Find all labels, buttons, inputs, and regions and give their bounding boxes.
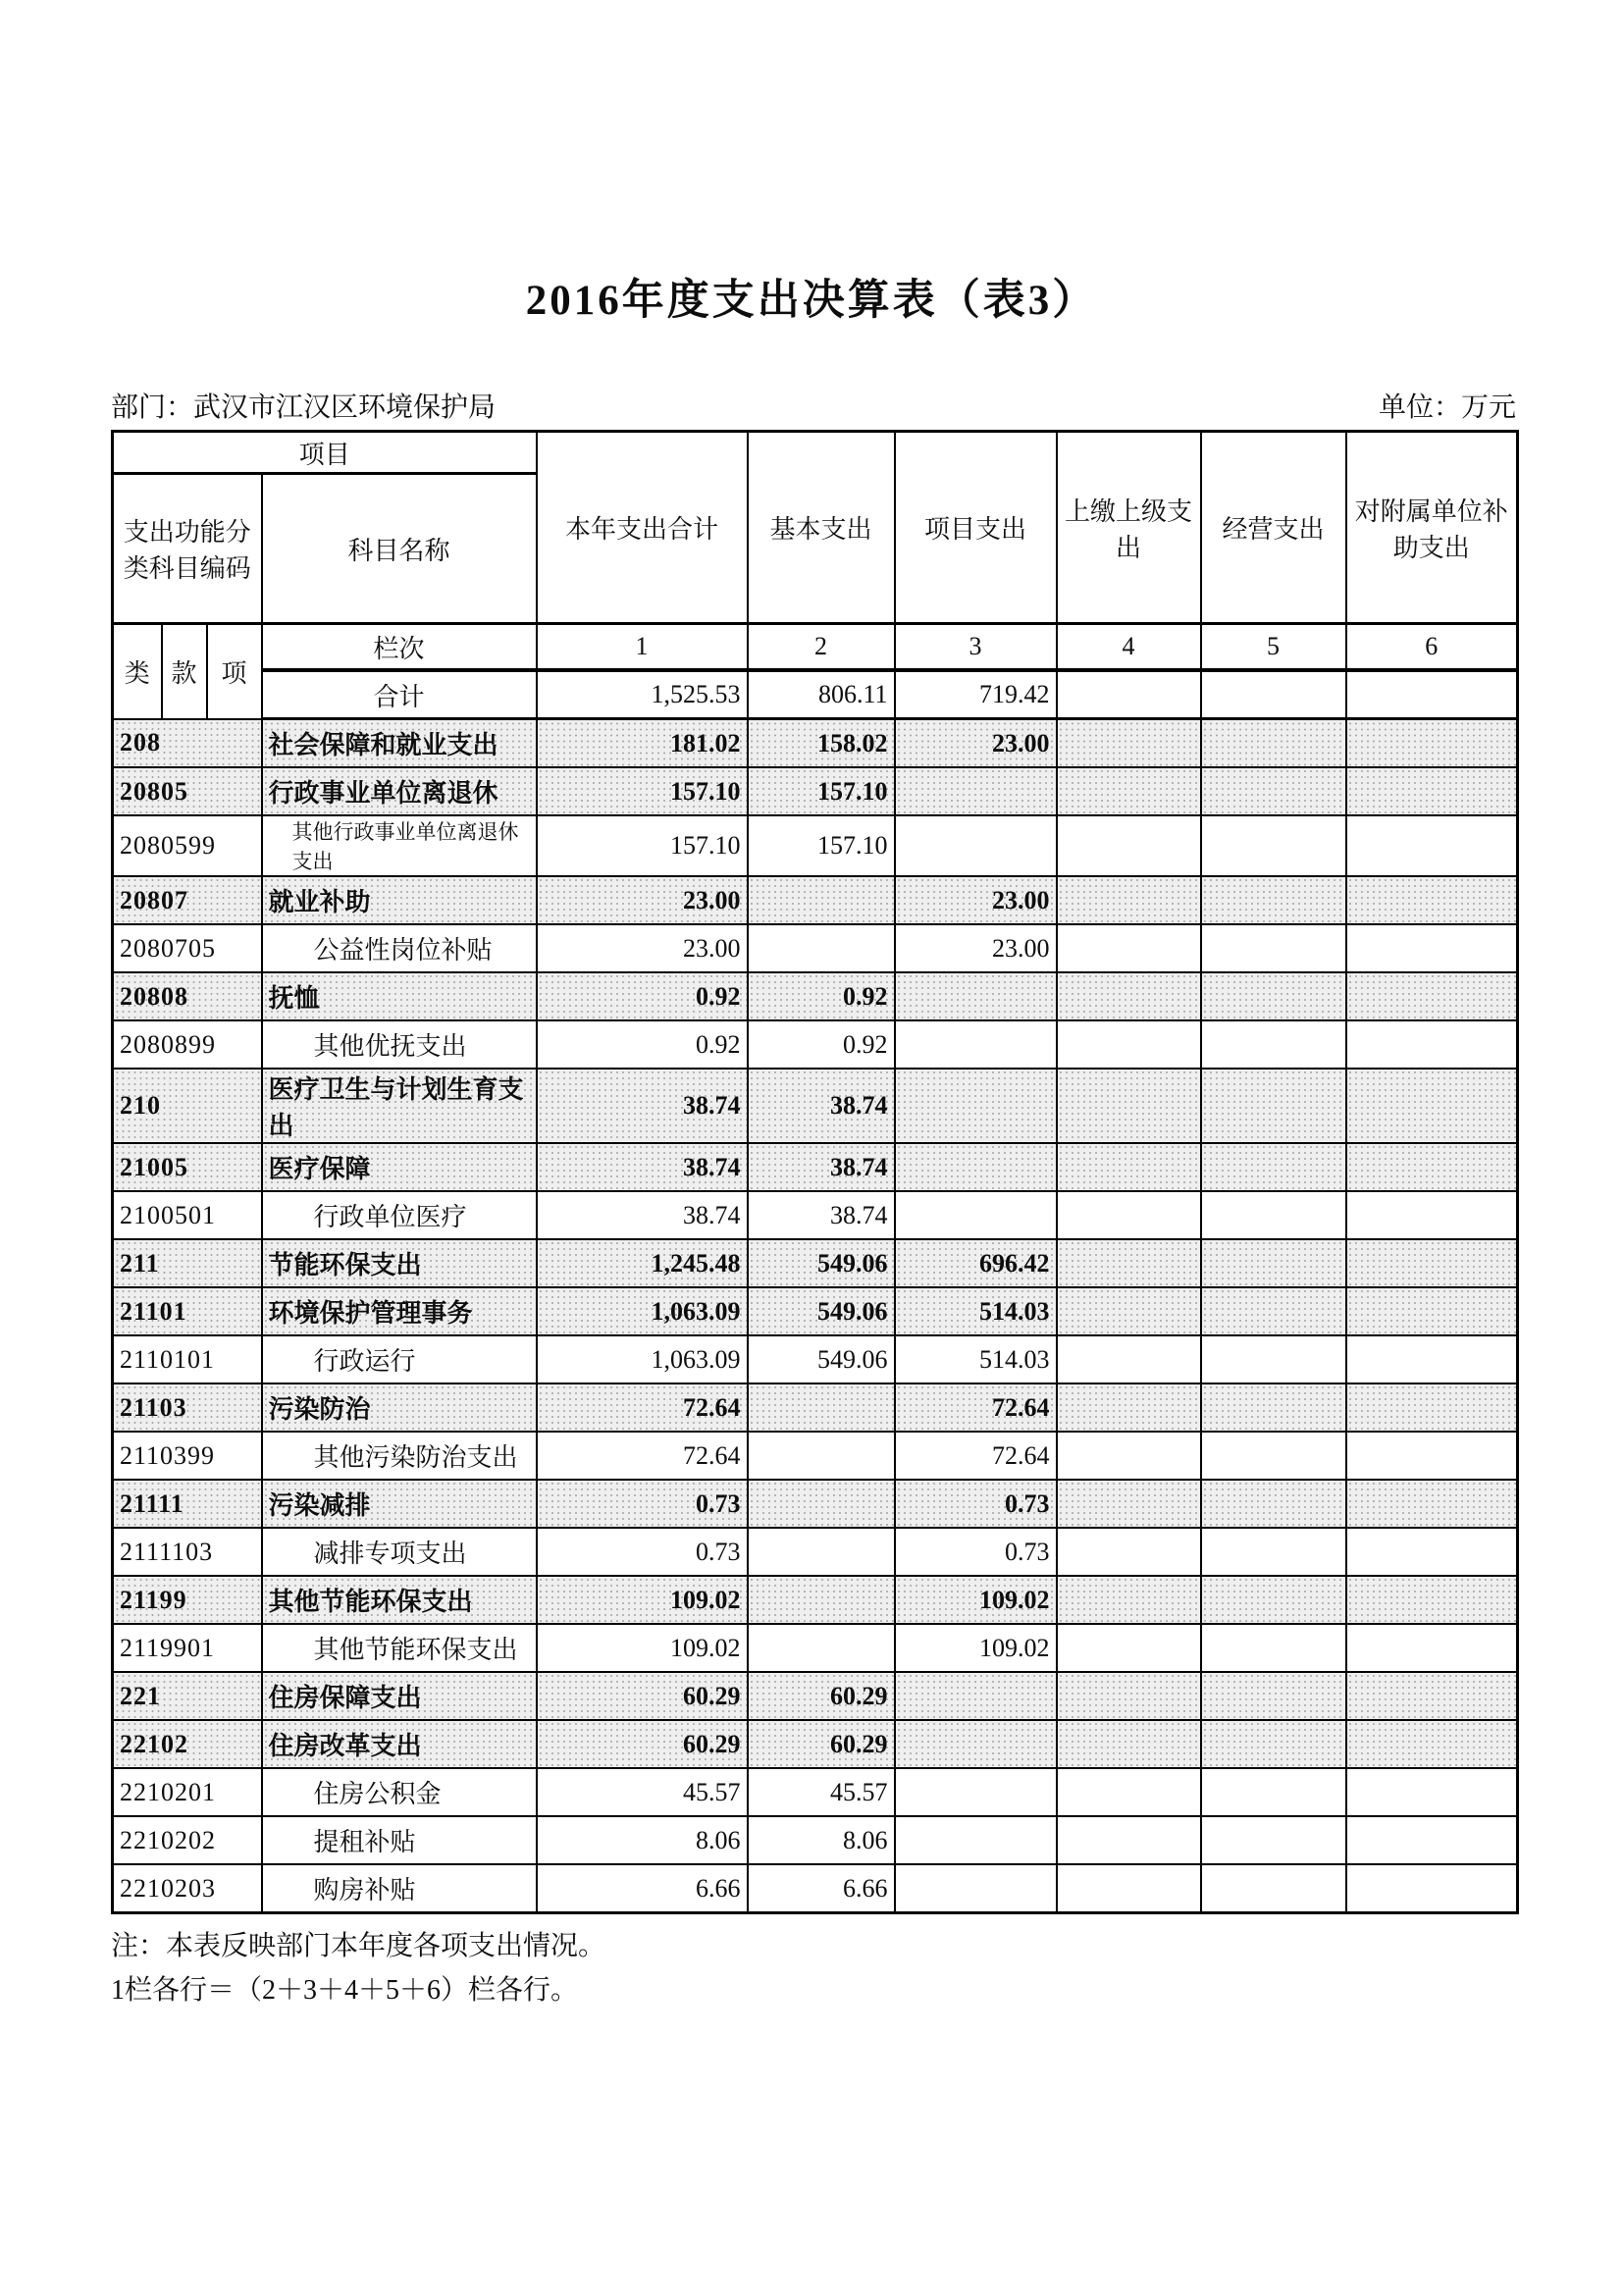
row-value [1201,719,1346,768]
row-value [1057,1672,1201,1720]
row-name: 环境保护管理事务 [262,1287,537,1335]
row-value [895,1020,1057,1069]
row-value: 38.74 [537,1069,748,1143]
row-value [1057,1383,1201,1432]
row-value: 109.02 [895,1624,1057,1672]
row-value: 0.92 [748,972,895,1020]
table-row [113,1069,1518,1143]
table-row [113,1143,1518,1191]
row-value [1057,1768,1201,1816]
row-value [1057,1816,1201,1864]
code-subheader-class: 类 [113,624,162,719]
row-value [1057,767,1201,815]
row-value [1201,1528,1346,1576]
row-value [1346,1069,1518,1143]
table-row [113,1864,1518,1913]
column-number: 3 [895,624,1057,671]
row-value [1201,1432,1346,1480]
column-number: 1 [537,624,748,671]
row-value [895,972,1057,1020]
row-value [895,1191,1057,1239]
table-row [113,1383,1518,1432]
expenditure-table [111,430,1519,1914]
row-value [748,1480,895,1528]
row-value [1346,719,1518,768]
row-name: 购房补贴 [262,1864,537,1913]
row-name: 其他节能环保支出 [262,1576,537,1624]
row-value [1346,1287,1518,1335]
row-value [895,1720,1057,1768]
row-value [1346,1191,1518,1239]
column-index-row [113,624,1518,671]
row-value [1346,1383,1518,1432]
table-row [113,1480,1518,1528]
row-value: 23.00 [895,719,1057,768]
row-value [1201,767,1346,815]
row-value: 8.06 [537,1816,748,1864]
row-value: 38.74 [537,1191,748,1239]
row-value [1057,1069,1201,1143]
row-value [895,1069,1057,1143]
row-value: 0.73 [537,1480,748,1528]
row-value [1346,767,1518,815]
row-value: 45.57 [537,1768,748,1816]
row-value [895,1816,1057,1864]
row-code: 21101 [113,1287,262,1335]
row-value [1057,815,1201,876]
row-value: 109.02 [537,1576,748,1624]
row-value: 60.29 [537,1720,748,1768]
row-value: 6.66 [537,1864,748,1913]
row-value [1057,1432,1201,1480]
table-row [113,972,1518,1020]
row-value [1057,1576,1201,1624]
row-code: 21103 [113,1383,262,1432]
row-code: 2210203 [113,1864,262,1913]
column-number: 4 [1057,624,1201,671]
row-value: 6.66 [748,1864,895,1913]
table-row [113,1191,1518,1239]
total-row [113,670,1518,719]
row-value [1346,1480,1518,1528]
row-value: 514.03 [895,1287,1057,1335]
row-value [1201,1480,1346,1528]
row-value [748,1432,895,1480]
table-row [113,767,1518,815]
row-value: 157.10 [748,767,895,815]
row-value [1201,1816,1346,1864]
row-value [1057,924,1201,972]
document-title: 2016年度支出决算表（表3） [525,278,1098,324]
row-value [1201,1672,1346,1720]
row-code: 2110399 [113,1432,262,1480]
row-value [1201,1020,1346,1069]
row-value: 72.64 [537,1383,748,1432]
row-value: 23.00 [895,924,1057,972]
header-function-code: 支出功能分类科目编码 [113,474,262,624]
row-value [1201,876,1346,924]
row-value [895,1672,1057,1720]
row-value [1057,972,1201,1020]
row-code: 2111103 [113,1528,262,1576]
row-value [1201,1383,1346,1432]
row-value: 72.64 [895,1432,1057,1480]
table-row [113,1335,1518,1383]
row-code: 20807 [113,876,262,924]
row-code: 2080899 [113,1020,262,1069]
row-code: 2119901 [113,1624,262,1672]
row-value [748,1383,895,1432]
row-value: 157.10 [537,815,748,876]
row-value [1057,1143,1201,1191]
row-name: 住房公积金 [262,1768,537,1816]
row-name: 公益性岗位补贴 [262,924,537,972]
row-value: 60.29 [748,1672,895,1720]
row-value: 60.29 [748,1720,895,1768]
row-value [1201,1191,1346,1239]
row-value: 0.73 [537,1528,748,1576]
row-name: 医疗卫生与计划生育支出 [262,1069,537,1143]
row-code: 2210202 [113,1816,262,1864]
meta-row [111,386,1516,425]
row-value [1057,1335,1201,1383]
row-name: 提租补贴 [262,1816,537,1864]
row-value [1201,1143,1346,1191]
row-value [1201,1768,1346,1816]
row-value: 157.10 [748,815,895,876]
row-value [1346,1239,1518,1287]
row-value [895,815,1057,876]
row-value: 23.00 [537,924,748,972]
table-row [113,1239,1518,1287]
row-value: 0.73 [895,1528,1057,1576]
row-value [895,1143,1057,1191]
row-code: 2100501 [113,1191,262,1239]
total-value: 806.11 [748,670,895,719]
row-value [1057,1239,1201,1287]
row-value [1057,1480,1201,1528]
row-value: 72.64 [537,1432,748,1480]
header-basic-expenditure: 基本支出 [748,432,895,624]
header-project-expenditure: 项目支出 [895,432,1057,624]
row-value [1057,719,1201,768]
row-value [1201,1720,1346,1768]
row-code: 20808 [113,972,262,1020]
table-row [113,1576,1518,1624]
row-value [1057,876,1201,924]
total-value [1201,670,1346,719]
row-value [748,1528,895,1576]
row-value [1201,924,1346,972]
row-value: 514.03 [895,1335,1057,1383]
row-value: 38.74 [748,1143,895,1191]
row-name: 行政单位医疗 [262,1191,537,1239]
row-value [1346,924,1518,972]
column-number: 2 [748,624,895,671]
table-body [113,719,1518,1913]
row-value [1346,972,1518,1020]
header-project-group: 项目 [113,432,537,474]
row-value [748,924,895,972]
row-value [1057,1287,1201,1335]
row-value [1346,1528,1518,1576]
table-row [113,719,1518,768]
row-value: 0.92 [748,1020,895,1069]
header-operating-expenditure: 经营支出 [1201,432,1346,624]
row-value [1057,1624,1201,1672]
row-value: 0.92 [537,972,748,1020]
row-value: 549.06 [748,1335,895,1383]
row-code: 2080599 [113,815,262,876]
total-value [1057,670,1201,719]
row-name: 行政事业单位离退休 [262,767,537,815]
row-value: 696.42 [895,1239,1057,1287]
table-row [113,1624,1518,1672]
table-row [113,1720,1518,1768]
row-value: 109.02 [895,1576,1057,1624]
row-value [1057,1191,1201,1239]
row-code: 21111 [113,1480,262,1528]
row-value [1346,1816,1518,1864]
row-code: 20805 [113,767,262,815]
unit-label: 单位：万元 [1378,392,1516,423]
row-value: 1,063.09 [537,1287,748,1335]
row-name: 社会保障和就业支出 [262,719,537,768]
row-value [1346,1720,1518,1768]
row-value [1346,1624,1518,1672]
row-value [1201,1624,1346,1672]
row-code: 22102 [113,1720,262,1768]
row-value [1346,1864,1518,1913]
row-value [748,1624,895,1672]
code-subheader-item: 项 [207,624,262,719]
row-value [895,1864,1057,1913]
column-index-label: 栏次 [262,624,537,671]
header-affiliated-subsidy-expenditure: 对附属单位补助支出 [1346,432,1518,624]
row-value [1346,1432,1518,1480]
row-value [1201,1335,1346,1383]
row-value [1346,1672,1518,1720]
table-row [113,1528,1518,1576]
row-code: 208 [113,719,262,768]
code-subheader-section: 款 [162,624,207,719]
row-value: 8.06 [748,1816,895,1864]
row-code: 210 [113,1069,262,1143]
row-value [1346,1576,1518,1624]
row-code: 21199 [113,1576,262,1624]
row-value [1201,815,1346,876]
row-name: 行政运行 [262,1335,537,1383]
row-value [1201,972,1346,1020]
total-value: 719.42 [895,670,1057,719]
table-row [113,1020,1518,1069]
row-code: 2210201 [113,1768,262,1816]
table-row [113,876,1518,924]
header-total-expenditure: 本年支出合计 [537,432,748,624]
column-number: 6 [1346,624,1518,671]
row-value [1201,1864,1346,1913]
header-remit-superior-expenditure: 上缴上级支出 [1057,432,1201,624]
footer-notes [111,1924,1516,2013]
row-value: 1,063.09 [537,1335,748,1383]
row-value: 158.02 [748,719,895,768]
row-name: 住房改革支出 [262,1720,537,1768]
row-name: 污染减排 [262,1480,537,1528]
row-name: 其他污染防治支出 [262,1432,537,1480]
row-name: 其他节能环保支出 [262,1624,537,1672]
row-code: 211 [113,1239,262,1287]
row-code: 221 [113,1672,262,1720]
header-row-project [113,432,1518,474]
row-name: 医疗保障 [262,1143,537,1191]
total-row-label: 合计 [262,670,537,719]
row-value: 549.06 [748,1239,895,1287]
table-row [113,1768,1518,1816]
column-number: 5 [1201,624,1346,671]
total-value: 1,525.53 [537,670,748,719]
row-value [1201,1576,1346,1624]
table-row [113,1816,1518,1864]
row-value [1346,876,1518,924]
row-value [748,876,895,924]
document-content [111,386,1516,2013]
row-value [1346,1143,1518,1191]
row-value: 549.06 [748,1287,895,1335]
row-value [1057,1864,1201,1913]
row-value [748,1576,895,1624]
total-value [1346,670,1518,719]
row-value [1057,1720,1201,1768]
row-value [1346,1768,1518,1816]
row-name: 其他优抚支出 [262,1020,537,1069]
row-value: 60.29 [537,1672,748,1720]
row-code: 2080705 [113,924,262,972]
row-name: 减排专项支出 [262,1528,537,1576]
row-name: 其他行政事业单位离退休支出 [262,815,537,876]
row-code: 21005 [113,1143,262,1191]
table-header [113,432,1518,719]
row-value: 38.74 [748,1191,895,1239]
row-value [1201,1287,1346,1335]
note-line: 注：本表反映部门本年度各项支出情况。 [111,1931,606,1961]
header-subject-name: 科目名称 [262,474,537,624]
table-row [113,924,1518,972]
row-value: 38.74 [537,1143,748,1191]
row-value: 45.57 [748,1768,895,1816]
row-value [1201,1239,1346,1287]
row-value: 0.92 [537,1020,748,1069]
row-value: 181.02 [537,719,748,768]
row-value [895,1768,1057,1816]
department-label: 部门：武汉市江汉区环境保护局 [111,392,497,423]
row-value [1346,1335,1518,1383]
row-value [895,767,1057,815]
row-name: 住房保障支出 [262,1672,537,1720]
table-row [113,1287,1518,1335]
row-name: 污染防治 [262,1383,537,1432]
row-value [1057,1528,1201,1576]
row-value [1346,815,1518,876]
row-value: 157.10 [537,767,748,815]
row-name: 抚恤 [262,972,537,1020]
note-line: 1栏各行＝（2＋3＋4＋5＋6）栏各行。 [111,1975,579,2007]
row-value: 72.64 [895,1383,1057,1432]
row-value: 0.73 [895,1480,1057,1528]
row-value: 23.00 [537,876,748,924]
table-row [113,815,1518,876]
row-value: 109.02 [537,1624,748,1672]
row-value [1346,1020,1518,1069]
row-name: 节能环保支出 [262,1239,537,1287]
row-name: 就业补助 [262,876,537,924]
row-value [1057,1020,1201,1069]
table-row [113,1672,1518,1720]
table-row [113,1432,1518,1480]
row-value [1201,1069,1346,1143]
row-value: 23.00 [895,876,1057,924]
row-value: 38.74 [748,1069,895,1143]
row-code: 2110101 [113,1335,262,1383]
row-value: 1,245.48 [537,1239,748,1287]
